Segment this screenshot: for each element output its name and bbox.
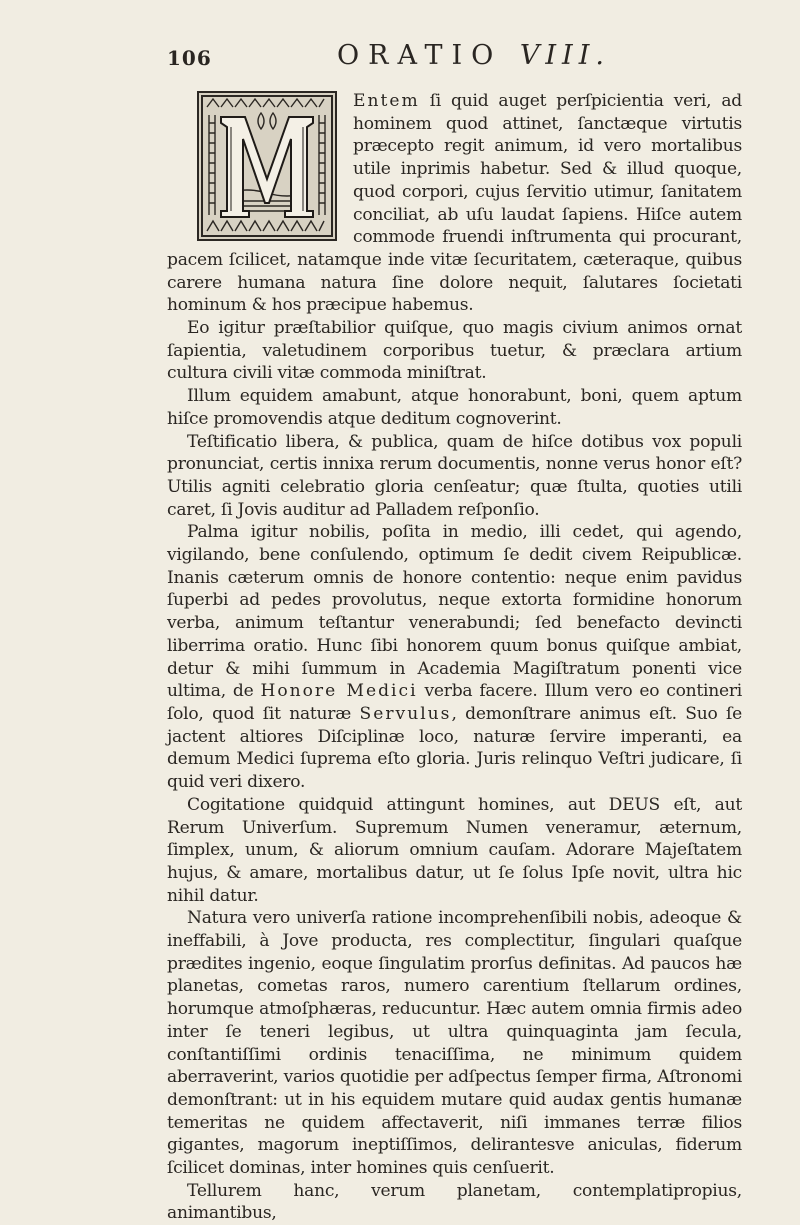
paragraph-2: Eo igitur præſtabilior quiſque, quo magis civium animos ornat ſapientia, valetudinem corporibus tuetur, & præclara artium cultura civili vitæ commoda miniſtrat. <box>167 318 742 384</box>
body-text <box>167 90 742 1225</box>
running-head <box>337 40 610 71</box>
opening-word: Entem <box>353 91 420 111</box>
small-caps-phrase: Honore Medici <box>260 681 418 702</box>
paragraph-4: Teſtificatio libera, & publica, quam de hiſce dotibus vox populi pronunciat, certis innixa rerum documentis, nonne verus honor eſt? Utilis agniti celebratio gloria cenſeatur; quæ ſtulta, quoties utili caret, ſi Jovis auditur ad Palladem reſponſio. <box>167 431 742 520</box>
paragraph-1: Entem ſi quid auget perſpicientia veri, ad hominem quod attinet, ſanctæque virtutis præcepto regit animum, id vero mortalibus utile inprimis habetur. Sed & illud quoque, quod corpori, cujus ſervitio utimur, ſanitatem conciliat, ab uſu laudat ſapiens. Hiſce autem commode fruendi inſtrumenta qui procurant, pacem ſcilicet, natamque inde vitæ ſecuritatem, cæteraque, quibus carere humana natura ſine dolore nequit, ſalutares ſocietati hominum & hos præcipue habemus. <box>167 91 742 316</box>
paragraph-8: Tellurem hanc, verum planetam, contemplatipropius, animantibus, <box>167 1180 742 1224</box>
page-header <box>167 40 742 90</box>
running-head-title: ORATIO <box>337 40 503 71</box>
paragraph-6: Cogitatione quidquid attingunt homines, aut DEUS eſt, aut Rerum Univerſum. Supremum Numen veneramur, æternum, ſimplex, unum, & aliorum omnium cauſam. Adorare Majeſtatem hujus, & amare, mortalibus datur, ut ſe ſolus Ipſe novit, ultra hic nihil datur. <box>167 794 742 906</box>
small-caps-word: Servulus <box>359 703 452 724</box>
ornamental-initial-M-icon <box>197 91 337 241</box>
paragraph-5: Palma igitur nobilis, poſita in medio, illi cedet, qui agendo, vigilando, bene conſulendo, optimum ſe dedit civem Reipublicæ. Inanis cæterum omnis de honore contentio: neque enim pavidus ſuperbi ad pedes provolutus, neque extorta formidine honorum verba, animum teſtantur venerabundi; ſed benefacto devincti liberrima oratio. Hunc ſibi honorem quum bonus quiſque ambiat, detur & mihi ſummum in Academia Magiſtratum ponenti vice ultima, de Honore Medici verba facere. Illum vero eo contineri ſolo, quod ſit naturæ Servulus, demonſtrare animus eſt. Suo ſe jactent altiores Diſciplinæ loco, naturæ ſervire imperanti, ea demum Medici ſuprema eſto gloria. Juris relinquo Veſtri judicare, ſi quid veri dixero. <box>167 522 742 793</box>
paragraph-7: Natura vero univerſa ratione incomprehenſibili nobis, adeoque & ineffabili, à Jove producta, res complectitur, ſingulari quaſque prædites ingenio, eoque ſingulatim prorſus definitas. Ad paucos hæ planetas, cometas raros, numero carentium ſtellarum ordines, horumque atmoſphæras, reducuntur. Hæc autem omnia firmis adeo inter ſe teneri legibus, ut ultra quinquaginta jam ſecula, conſtantiſſimi ordinis tenaciſſima, ne minimum quidem aberraverint, varios quotidie per adſpectus ſemper firma, Aſtronomi demonſtrant: ut in his equidem mutare quid audax gentis humanæ temeritas ne quidem affectaverit, niſi immanes terræ filios gigantes, magorum ineptiſſimos, delirantesve aniculas, fiderum ſcilicet dominas, inter homines quis cenſuerit. <box>167 908 742 1179</box>
page-number: 106 <box>167 46 212 70</box>
running-head-numeral: VIII. <box>519 40 610 71</box>
paragraph-3: Illum equidem amabunt, atque honorabunt, boni, quem aptum hiſce promovendis atque deditum cognoverint. <box>167 386 742 429</box>
